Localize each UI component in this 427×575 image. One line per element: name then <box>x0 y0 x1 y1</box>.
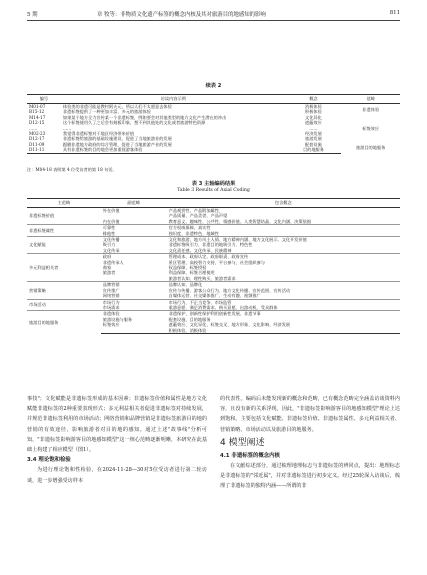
included-concepts: 积极体验、消极体验 <box>167 328 400 334</box>
article-title: 章 牧等：非物质文化遗产标签的概念内核及其对旅游目的地感知的影响 <box>97 12 266 18</box>
row-category: 旅游目的地服务 <box>355 144 386 150</box>
row-concept: 积极体验 <box>305 109 322 115</box>
row-code: B15-12 <box>29 109 45 115</box>
included-concepts: 宣传与传播、游客公众行为、地方文化传播、宣传范围、宣传活动 <box>168 287 291 293</box>
row-code: D12-17 <box>29 136 45 142</box>
table3-col-concepts: 包含概念 <box>167 199 400 208</box>
included-concepts: 产品质量、产品美誉、产品声望 <box>168 213 228 219</box>
included-concepts: 文化责任感、文化传承、民族精神 <box>168 247 232 253</box>
table3-col-sub: 副范畴 <box>101 199 167 208</box>
row-code: D11-11 <box>27 147 61 153</box>
sub-category: 标签效应 <box>102 322 120 328</box>
included-concepts: 独识度、非遗特色、地域性 <box>168 230 219 236</box>
body-paragraph: 为进行理论饱和性检验，在2024-11-28—30对5位受访者进行第二轮访谈，进一步增强受访样本 <box>27 467 207 484</box>
included-concepts: 利益保障、标签合理使用 <box>168 270 215 276</box>
body-paragraph: 的代表性。编码后未能发现新的概念和范畴，已有概念范畴完全涵盖访谈资料内容，且没有新的关系浮现，因此，"非遗标签影响游客目的地感知模型"理论上达到饱和。主要包括文化赋能、非遗标签价值、非遗标签属性、多元利益相关者、营销策略、市场活动以及旅游目的地服务。 <box>220 396 400 433</box>
row-category: 非遗体验 <box>362 106 380 112</box>
included-concepts: 教育意义、趣味性、公共性、情感价值、人类智慧结晶、文化内涵、决策依据 <box>168 218 312 224</box>
included-concepts: 文化和旅游、地方风土人情、地方精神内涵、地方文化展示、文化开发价值 <box>167 237 400 243</box>
sub-category: 政府 <box>101 254 167 260</box>
row-concept: 遮蔽效应 <box>305 120 322 126</box>
main-category: 非遗标签属性 <box>27 225 101 237</box>
row-code: M01-07 <box>29 104 46 109</box>
sub-category <box>101 328 167 334</box>
header-rule <box>27 20 400 21</box>
sub-category: 商家 <box>102 265 112 271</box>
included-concepts: 权益保障、标签授权 <box>168 265 207 271</box>
subsection-heading: 4.1 非遗标签的概念内核 <box>220 452 280 459</box>
main-category: 市场活动 <box>27 299 101 311</box>
sub-category: 排他性 <box>102 230 116 236</box>
sub-category: 旅游设施与服务 <box>102 316 133 322</box>
included-concepts: 非遗保护、创新性保护利用创新性发展、非遗节事 <box>167 311 400 317</box>
sub-category: 宣传推广 <box>102 287 120 293</box>
running-header <box>27 10 400 20</box>
sub-category: 内在价值 <box>102 218 120 224</box>
table3-body <box>27 208 400 334</box>
body-paragraph: 在文献综述部分，通过梳理地理标志与非遗标签的辨同点，提出：地理标志是非遗标签的"邻近属"，并对非遗标签进行初步定义。经过25轮深入访谈后，梳理了非遗标签的独特内涵——所谓的非 <box>220 463 400 490</box>
row-code: D12-15 <box>29 120 45 126</box>
main-category: 多元利益相关者 <box>27 254 101 282</box>
table2-col-concept: 概念 <box>286 95 342 104</box>
row-example: 体验类的非遗可能是教村阿夫元，所以人们不太愿意去体验 <box>62 104 172 109</box>
sub-category: 外在价值 <box>102 208 120 213</box>
row-example: 具有非遗标签的目的地会更加重视游客体验 <box>61 147 286 153</box>
sub-category: 文化传承 <box>102 247 120 253</box>
included-concepts: 配套设施、目的地服务 <box>168 316 211 322</box>
included-concepts: 品牌认知、品牌化 <box>167 282 400 288</box>
row-concept: 旅游发展 <box>305 136 322 142</box>
table2-note: 注：M04-18 表明第 4 位受访者的第 18 句话。 <box>27 167 117 172</box>
included-concepts: 非遗标签吸引力、非遗目的地吸引力、特色性 <box>168 242 253 248</box>
row-example: …… <box>62 125 72 131</box>
sub-category: 旅游者 <box>102 270 116 276</box>
row-code: M14-17 <box>29 114 46 120</box>
section-heading-main: 4 模型阐述 <box>220 437 265 448</box>
table2 <box>27 94 400 154</box>
row-concept: 文化异化 <box>305 114 322 120</box>
row-concept: …… <box>309 125 318 131</box>
sub-category: 品牌营销 <box>101 282 167 288</box>
sub-category: 非遗传承人 <box>102 259 124 265</box>
row-example: 如果某个地方全力宣传某一个非遗标签，例如要会对其他类型的地方文化产生潜在的冲击 <box>62 114 227 120</box>
row-example: 我觉得非遗标签对于地区经济带来价值 <box>62 131 135 137</box>
row-concept: 消极体验 <box>305 104 322 109</box>
row-category: 标签效应 <box>362 125 380 131</box>
included-concepts: 景区管理、高校智力支持、平台参与、社会组织参与 <box>168 259 265 265</box>
row-code: M02-23 <box>29 131 46 137</box>
sub-category: 网络营销 <box>102 293 120 299</box>
row-code: …… <box>29 125 38 131</box>
included-concepts: 自媒体运营、社交媒体推广、生动有趣、视频推广 <box>168 293 261 299</box>
row-example: 跟随非遗地方政府的综合管理，促进了当地旅游产业的发展 <box>62 141 172 147</box>
included-concepts: 管理成本、政府认定、政府职责、政府宣传 <box>167 254 400 260</box>
table3-caption: 表 3 主轴编码结果 <box>191 181 236 187</box>
table2-caption: 续表 2 <box>205 83 222 89</box>
main-category: 旅游目的地服务 <box>27 311 101 334</box>
table2-col-category: 范畴 <box>341 95 400 104</box>
sub-category: 文化传播 <box>101 237 167 243</box>
main-category: 非遗标签价值 <box>29 213 55 219</box>
table2-col-example: 访谈内容示例 <box>61 95 286 104</box>
body-paragraph: 事技"；文化赋能是非遗标签形成的基本因素；非遗标签价值和属性是地方文化赋能非遗标签的2种重要表现形式；多元利益相关者促进非遗标签对持续发展，并规范非遗标签利用的市场活动；网络营销和品牌营销是非遗标签旅游目的地的营销的有效途径，影响旅游者对目的地的感知。通过上述"故事线"分析可知，"非遗标签影响游客目的地感知模型"这一核心范畴逐渐明晰，本研究在此基础上构建了相应模型（图1）。 <box>27 396 207 454</box>
row-concept: 目的地服务 <box>286 147 342 153</box>
row-concept: 配套设施 <box>305 141 322 147</box>
sub-category: 市场行为 <box>101 299 167 305</box>
section-heading: 3.4 理论饱和检验 <box>27 457 71 464</box>
table3 <box>27 198 400 334</box>
sub-category: 可靠性 <box>101 225 167 231</box>
included-concepts: 产品观赏性、产品附加属性、 <box>168 208 224 213</box>
row-concept: 经济发展 <box>305 131 322 137</box>
included-concepts: 旅游者认知、理性购买、旅游者需求 <box>168 275 236 281</box>
issue-number: 5 期 <box>27 12 38 18</box>
row-example: 非遗标签给旅游的基础设施建设，促进了当地旅游业的发展 <box>62 136 172 142</box>
body-left-column <box>27 394 207 486</box>
included-concepts: 遮蔽效应、文化异化、标签交叉、地方形象、文化影响、经济发展 <box>168 322 291 328</box>
included-concepts: 重游意愿、满足消费需求、购买意愿、出游动机、受众群体 <box>168 304 278 310</box>
body-right-column <box>220 394 400 492</box>
table3-subcaption: Table 3 Results of Axial Coding <box>177 188 250 193</box>
row-example: 这个标签使用久了之后会有刻板印象，想不到其他处的文化或者旅游特色资源 <box>62 120 206 126</box>
sub-category: 市场需求 <box>102 304 120 310</box>
sub-category: 非遗体验 <box>101 311 167 317</box>
table2-col-code: 编号 <box>27 95 61 104</box>
row-example: 非遗标签提供了一种更加丰富、多元的旅游体验 <box>62 109 151 115</box>
main-category: 营销策略 <box>27 282 101 299</box>
page-number: 811 <box>389 10 400 16</box>
table3-col-main: 主范畴 <box>27 199 101 208</box>
included-concepts: 市场行为、不正当竞争、市场监管 <box>167 299 400 305</box>
main-category: 文化赋能 <box>27 237 101 254</box>
row-code: D11-09 <box>29 141 45 147</box>
sub-category: 吸引力 <box>102 242 116 248</box>
included-concepts: 官方权威保障、真实性 <box>167 225 400 231</box>
